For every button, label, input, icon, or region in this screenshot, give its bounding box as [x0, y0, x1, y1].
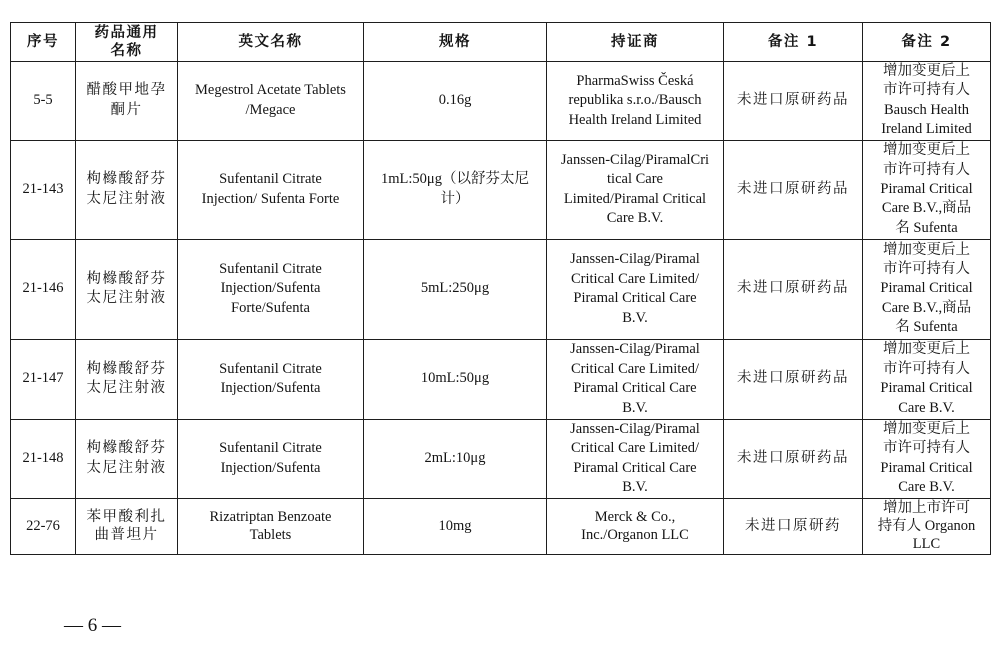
cell-specification: 5mL:250μg — [364, 239, 547, 339]
cell-remark-1: 未进口原研药品 — [724, 339, 863, 419]
cell-remark-2: 增加上市许可 持有人 Organon LLC — [863, 498, 991, 554]
cell-license-holder: Janssen-Cilag/Piramal Critical Care Limited/ Piramal Critical Care B.V. — [547, 239, 724, 339]
cell-remark-1: 未进口原研药品 — [724, 419, 863, 498]
cell-specification: 0.16g — [364, 62, 547, 141]
header-generic-name: 药品通用 名称 — [76, 23, 178, 62]
cell-specification: 1mL:50μg（以舒芬太尼 计） — [364, 140, 547, 239]
cell-license-holder: PharmaSwiss Česká republika s.r.o./Bausch Health Ireland Limited — [547, 62, 724, 141]
cell-generic-name: 枸橼酸舒芬 太尼注射液 — [76, 140, 178, 239]
cell-specification: 2mL:10μg — [364, 419, 547, 498]
cell-english-name: Sufentanil Citrate Injection/Sufenta — [178, 419, 364, 498]
page-number: — 6 — — [64, 615, 121, 636]
header-remark-2: 备注 2 — [863, 23, 991, 62]
table-row — [11, 339, 991, 419]
table-row — [11, 419, 991, 498]
cell-remark-1: 未进口原研药品 — [724, 239, 863, 339]
cell-serial-number: 21-148 — [11, 419, 76, 498]
cell-serial-number: 5-5 — [11, 62, 76, 141]
cell-english-name: Sufentanil Citrate Injection/Sufenta — [178, 339, 364, 419]
header-license-holder: 持证商 — [547, 23, 724, 62]
cell-specification: 10mg — [364, 498, 547, 554]
cell-generic-name: 苯甲酸利扎 曲普坦片 — [76, 498, 178, 554]
cell-serial-number: 21-146 — [11, 239, 76, 339]
cell-remark-2: 增加变更后上 市许可持有人 Bausch Health Ireland Limited — [863, 62, 991, 141]
cell-english-name: Megestrol Acetate Tablets /Megace — [178, 62, 364, 141]
cell-remark-2: 增加变更后上 市许可持有人 Piramal Critical Care B.V.,商品 名 Sufenta — [863, 239, 991, 339]
drug-list-table — [10, 22, 991, 555]
table-header-row — [11, 23, 991, 62]
header-specification: 规格 — [364, 23, 547, 62]
header-serial-number: 序号 — [11, 23, 76, 62]
cell-serial-number: 22-76 — [11, 498, 76, 554]
cell-license-holder: Merck & Co., Inc./Organon LLC — [547, 498, 724, 554]
cell-specification: 10mL:50μg — [364, 339, 547, 419]
cell-serial-number: 21-147 — [11, 339, 76, 419]
cell-english-name: Sufentanil Citrate Injection/Sufenta Forte/Sufenta — [178, 239, 364, 339]
header-english-name: 英文名称 — [178, 23, 364, 62]
cell-license-holder: Janssen-Cilag/Piramal Critical Care Limited/ Piramal Critical Care B.V. — [547, 419, 724, 498]
table-row — [11, 498, 991, 554]
cell-remark-2: 增加变更后上 市许可持有人 Piramal Critical Care B.V.,商品 名 Sufenta — [863, 140, 991, 239]
cell-serial-number: 21-143 — [11, 140, 76, 239]
cell-remark-1: 未进口原研药品 — [724, 140, 863, 239]
cell-license-holder: Janssen-Cilag/PiramalCri tical Care Limited/Piramal Critical Care B.V. — [547, 140, 724, 239]
header-remark-1: 备注 1 — [724, 23, 863, 62]
cell-remark-2: 增加变更后上 市许可持有人 Piramal Critical Care B.V. — [863, 419, 991, 498]
cell-generic-name: 枸橼酸舒芬 太尼注射液 — [76, 239, 178, 339]
table-row — [11, 140, 991, 239]
cell-english-name: Sufentanil Citrate Injection/ Sufenta Forte — [178, 140, 364, 239]
cell-generic-name: 枸橼酸舒芬 太尼注射液 — [76, 419, 178, 498]
cell-generic-name: 醋酸甲地孕 酮片 — [76, 62, 178, 141]
cell-remark-1: 未进口原研药品 — [724, 62, 863, 141]
cell-remark-1: 未进口原研药 — [724, 498, 863, 554]
cell-generic-name: 枸橼酸舒芬 太尼注射液 — [76, 339, 178, 419]
cell-english-name: Rizatriptan Benzoate Tablets — [178, 498, 364, 554]
cell-remark-2: 增加变更后上 市许可持有人 Piramal Critical Care B.V. — [863, 339, 991, 419]
table-row — [11, 62, 991, 141]
cell-license-holder: Janssen-Cilag/Piramal Critical Care Limited/ Piramal Critical Care B.V. — [547, 339, 724, 419]
table-row — [11, 239, 991, 339]
